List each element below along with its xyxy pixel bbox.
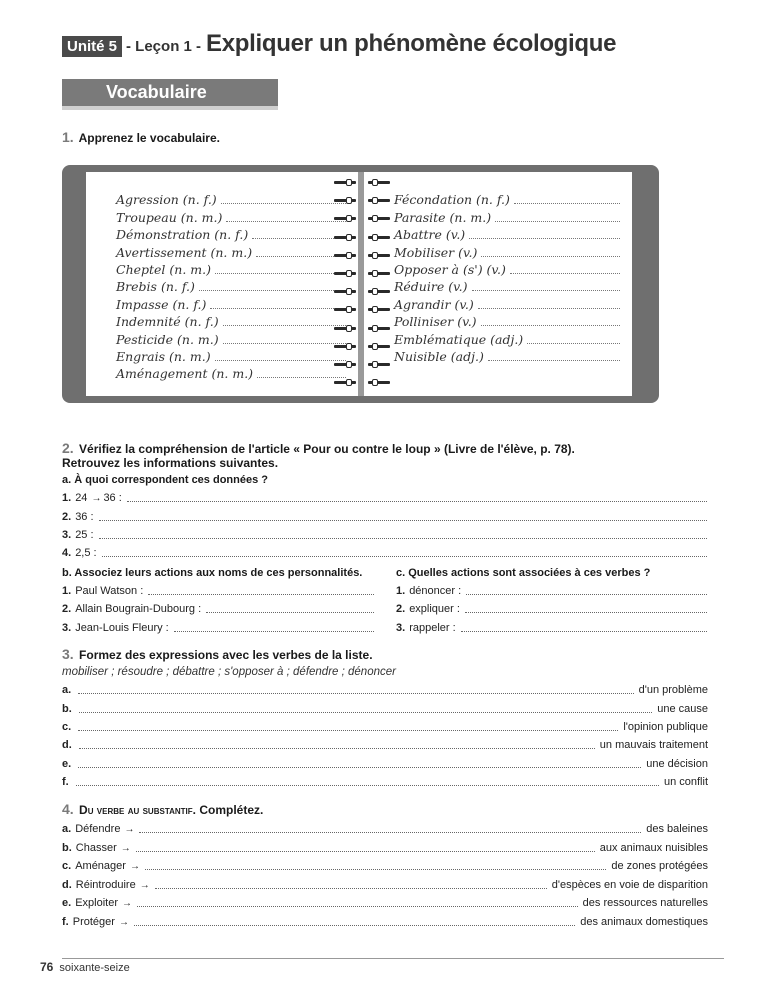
exercise-2-subtitle: Retrouvez les informations suivantes. — [62, 456, 279, 470]
answer-line-c3[interactable] — [396, 622, 710, 634]
exercise-number: 4. — [62, 801, 74, 817]
item-verb: Chasser — [75, 842, 117, 854]
vocab-entry — [116, 277, 346, 294]
answer-line-a2[interactable] — [62, 511, 710, 523]
dotted-answer-field[interactable] — [226, 221, 346, 222]
arrow-icon: → — [139, 880, 150, 891]
spiral-ring — [332, 195, 392, 206]
part-a-title: a. À quoi correspondent ces données ? — [62, 474, 268, 486]
arrow-icon: → — [124, 824, 135, 835]
exercise-number: 3. — [62, 646, 74, 662]
answer-line-4f[interactable] — [62, 916, 708, 928]
unit-badge: Unité 5 — [62, 36, 122, 57]
vocab-entry — [394, 225, 620, 242]
answer-line-a4[interactable] — [62, 547, 710, 559]
vocab-entry — [116, 347, 346, 364]
section-banner: Vocabulaire — [62, 79, 278, 106]
answer-line-3c[interactable] — [62, 721, 708, 733]
page-number-words: soixante-seize — [59, 962, 130, 974]
item-ending: aux animaux nuisibles — [599, 842, 708, 854]
notebook-right-page — [364, 172, 632, 396]
item-number: 1. — [62, 585, 72, 597]
vocab-entry — [116, 242, 346, 259]
answer-line-4d[interactable] — [62, 879, 708, 891]
exercise-2-title — [62, 440, 575, 456]
notebook-rings — [332, 172, 392, 396]
item-letter: d. — [62, 879, 72, 891]
answer-line-3e[interactable] — [62, 758, 708, 770]
vocab-term: Indemnité (n. f.) — [116, 314, 219, 330]
item-verb: Protéger — [72, 916, 115, 928]
dotted-answer-field[interactable] — [155, 888, 547, 889]
spiral-ring — [332, 232, 392, 243]
item-number: 3. — [62, 529, 72, 541]
spiral-ring — [332, 341, 392, 352]
vocab-entry — [116, 364, 346, 381]
vocab-list-left — [116, 190, 346, 381]
vocab-entry — [116, 207, 346, 224]
dotted-answer-field[interactable] — [199, 290, 346, 291]
vocab-entry — [394, 294, 620, 311]
item-number: 1. — [62, 492, 72, 504]
vocab-entry — [394, 260, 620, 277]
vocab-term: Avertissement (n. m.) — [116, 244, 253, 260]
vocab-term: Fécondation (n. f.) — [394, 192, 510, 208]
answer-line-3f[interactable] — [62, 776, 708, 788]
dotted-answer-field[interactable] — [478, 308, 620, 309]
dotted-answer-field[interactable] — [469, 238, 620, 239]
answer-line-b1[interactable] — [62, 585, 377, 597]
answer-line-b3[interactable] — [62, 622, 377, 634]
item-ending: de zones protégées — [611, 860, 708, 872]
vocab-term: Aménagement (n. m.) — [116, 366, 254, 382]
item-label: Paul Watson : — [75, 585, 144, 597]
dotted-answer-field[interactable] — [466, 594, 707, 595]
item-letter: c. — [62, 721, 72, 733]
item-letter: a. — [62, 823, 72, 835]
item-label: 36 : — [75, 511, 94, 523]
vocab-term: Engrais (n. m.) — [116, 348, 211, 364]
dotted-answer-field[interactable] — [223, 325, 346, 326]
dotted-answer-field[interactable] — [514, 203, 620, 204]
page-number: 76 — [40, 960, 54, 974]
vocab-term: Agression (n. f.) — [116, 192, 217, 208]
item-verb: Réintroduire — [75, 879, 136, 891]
footer-divider — [62, 958, 724, 959]
spiral-ring — [332, 286, 392, 297]
dotted-answer-field[interactable] — [99, 538, 707, 539]
vocab-term: Nuisible (adj.) — [394, 348, 484, 364]
dotted-answer-field[interactable] — [79, 712, 652, 713]
page-footer — [40, 960, 130, 974]
dotted-answer-field[interactable] — [79, 748, 595, 749]
item-label: rappeler : — [409, 622, 456, 634]
exercise-instruction: Formez des expressions avec les verbes de la liste. — [79, 648, 373, 662]
part-b-title: b. Associez leurs actions aux noms de ces personnalités. — [62, 567, 363, 579]
item-ending: des ressources naturelles — [582, 897, 708, 909]
dotted-answer-field[interactable] — [206, 612, 374, 613]
item-letter: a. — [62, 684, 72, 696]
dotted-answer-field[interactable] — [134, 925, 575, 926]
item-verb: Défendre — [75, 823, 121, 835]
vocab-entry — [116, 312, 346, 329]
dotted-answer-field[interactable] — [472, 290, 620, 291]
vocab-term: Emblématique (adj.) — [394, 331, 524, 347]
item-letter: e. — [62, 758, 72, 770]
vocab-term: Brebis (n. f.) — [116, 279, 195, 295]
exercise-number: 1. — [62, 129, 74, 145]
item-ending: un conflit — [663, 776, 708, 788]
answer-line-a3[interactable] — [62, 529, 710, 541]
vocab-entry — [394, 207, 620, 224]
exercise-1-title — [62, 129, 220, 145]
vocab-entry — [116, 329, 346, 346]
dotted-answer-field[interactable] — [78, 730, 618, 731]
vocab-entry — [394, 242, 620, 259]
item-ending: l'opinion publique — [623, 721, 708, 733]
dotted-answer-field[interactable] — [210, 308, 346, 309]
dotted-answer-field[interactable] — [481, 256, 620, 257]
dotted-answer-field[interactable] — [465, 612, 707, 613]
exercise-instruction: Vérifiez la compréhension de l'article « Pour ou contre le loup » (Livre de l'élève, p. 78). — [79, 442, 575, 456]
dotted-answer-field[interactable] — [127, 501, 707, 502]
notebook-left-page — [86, 172, 358, 396]
vocab-entry — [394, 277, 620, 294]
vocab-term: Troupeau (n. m.) — [116, 209, 223, 225]
item-label: Jean-Louis Fleury : — [75, 622, 169, 634]
dotted-answer-field[interactable] — [481, 325, 620, 326]
vocab-term: Mobiliser (v.) — [394, 244, 478, 260]
item-from: 24 — [75, 492, 88, 504]
item-ending: des baleines — [646, 823, 708, 835]
exercise-instruction: Apprenez le vocabulaire. — [78, 131, 220, 145]
item-letter: b. — [62, 703, 72, 715]
item-ending: une décision — [646, 758, 708, 770]
item-verb: Exploiter — [75, 897, 118, 909]
dotted-answer-field[interactable] — [215, 273, 346, 274]
dotted-answer-field[interactable] — [78, 693, 633, 694]
item-letter: f. — [62, 776, 69, 788]
item-letter: b. — [62, 842, 72, 854]
page-title: Expliquer un phénomène écologique — [206, 30, 617, 57]
exercise-number: 2. — [62, 440, 74, 456]
vocab-term: Agrandir (v.) — [394, 296, 474, 312]
item-letter: c. — [62, 860, 72, 872]
answer-line-4a[interactable] — [62, 823, 708, 835]
item-label: Allain Bougrain-Dubourg : — [75, 603, 202, 615]
dotted-answer-field[interactable] — [527, 343, 620, 344]
item-number: 4. — [62, 547, 72, 559]
spiral-ring — [332, 323, 392, 334]
vocab-list-right — [394, 190, 620, 364]
arrow-icon: → — [91, 493, 102, 504]
arrow-icon: → — [121, 898, 132, 909]
page-header — [62, 30, 616, 58]
vocab-entry — [116, 225, 346, 242]
item-number: 3. — [396, 622, 406, 634]
item-label: expliquer : — [409, 603, 460, 615]
spiral-ring — [332, 359, 392, 370]
vocab-term: Impasse (n. f.) — [116, 296, 207, 312]
part-c-title: c. Quelles actions sont associées à ces verbes ? — [396, 567, 651, 579]
dotted-answer-field[interactable] — [76, 785, 659, 786]
vocab-entry — [116, 260, 346, 277]
dotted-answer-field[interactable] — [223, 343, 346, 344]
exercise-instruction: Complétez. — [199, 803, 264, 817]
dotted-answer-field[interactable] — [221, 203, 346, 204]
answer-line-3b[interactable] — [62, 703, 708, 715]
dotted-answer-field[interactable] — [78, 767, 641, 768]
dotted-answer-field[interactable] — [137, 906, 578, 907]
item-ending: une cause — [657, 703, 708, 715]
verb-word-list: mobiliser ; résoudre ; débattre ; s'opposer à ; défendre ; dénoncer — [62, 666, 396, 678]
vocab-term: Opposer à (s') (v.) — [394, 261, 506, 277]
vocab-term: Polliniser (v.) — [394, 314, 477, 330]
vocabulary-notebook — [62, 165, 659, 403]
spiral-ring — [332, 304, 392, 315]
item-letter: f. — [62, 916, 69, 928]
lesson-label: - Leçon 1 - — [126, 38, 202, 55]
dotted-answer-field[interactable] — [99, 520, 707, 521]
dotted-answer-field[interactable] — [215, 360, 346, 361]
spiral-ring — [332, 177, 392, 188]
vocab-term: Parasite (n. m.) — [394, 209, 492, 225]
item-number: 1. — [396, 585, 406, 597]
dotted-answer-field[interactable] — [174, 631, 374, 632]
exercise-4-title — [62, 801, 263, 817]
exercise-instruction-smallcaps: Du verbe au substantif. — [79, 803, 196, 817]
dotted-answer-field[interactable] — [148, 594, 374, 595]
item-label: 2,5 : — [75, 547, 97, 559]
answer-line-4c[interactable] — [62, 860, 708, 872]
vocab-term: Pesticide (n. m.) — [116, 331, 219, 347]
vocab-term: Réduire (v.) — [394, 279, 468, 295]
spiral-ring — [332, 377, 392, 388]
dotted-answer-field[interactable] — [139, 832, 641, 833]
answer-line-a1[interactable] — [62, 492, 710, 504]
arrow-icon: → — [120, 843, 131, 854]
spiral-ring — [332, 250, 392, 261]
item-label: dénoncer : — [409, 585, 462, 597]
item-number: 2. — [62, 603, 72, 615]
vocab-entry — [394, 347, 620, 364]
item-ending: un mauvais traitement — [599, 739, 708, 751]
vocab-entry — [116, 190, 346, 207]
item-number: 2. — [396, 603, 406, 615]
answer-line-3a[interactable] — [62, 684, 708, 696]
answer-line-3d[interactable] — [62, 739, 708, 751]
item-letter: d. — [62, 739, 72, 751]
item-verb: Aménager — [75, 860, 126, 872]
arrow-icon: → — [129, 861, 140, 872]
answer-line-4e[interactable] — [62, 897, 708, 909]
answer-line-c1[interactable] — [396, 585, 710, 597]
answer-line-c2[interactable] — [396, 603, 710, 615]
vocab-entry — [394, 190, 620, 207]
item-number: 3. — [62, 622, 72, 634]
item-letter: e. — [62, 897, 72, 909]
vocab-entry — [394, 312, 620, 329]
vocab-term: Cheptel (n. m.) — [116, 261, 211, 277]
vocab-entry — [394, 329, 620, 346]
vocab-term: Abattre (v.) — [394, 227, 466, 243]
item-ending: d'espèces en voie de disparition — [551, 879, 708, 891]
item-ending: d'un problème — [638, 684, 708, 696]
item-ending: des animaux domestiques — [580, 916, 708, 928]
dotted-answer-field[interactable] — [495, 221, 620, 222]
dotted-answer-field[interactable] — [488, 360, 620, 361]
arrow-icon: → — [118, 917, 129, 928]
answer-line-4b[interactable] — [62, 842, 708, 854]
vocab-term: Démonstration (n. f.) — [116, 227, 249, 243]
item-to: 36 : — [103, 492, 122, 504]
spiral-ring — [332, 268, 392, 279]
spiral-ring — [332, 213, 392, 224]
dotted-answer-field[interactable] — [102, 556, 707, 557]
dotted-answer-field[interactable] — [145, 869, 606, 870]
vocab-entry — [116, 294, 346, 311]
dotted-answer-field[interactable] — [461, 631, 707, 632]
answer-line-b2[interactable] — [62, 603, 377, 615]
dotted-answer-field[interactable] — [136, 851, 595, 852]
item-number: 2. — [62, 511, 72, 523]
exercise-3-title — [62, 646, 373, 662]
dotted-answer-field[interactable] — [510, 273, 620, 274]
item-label: 25 : — [75, 529, 94, 541]
